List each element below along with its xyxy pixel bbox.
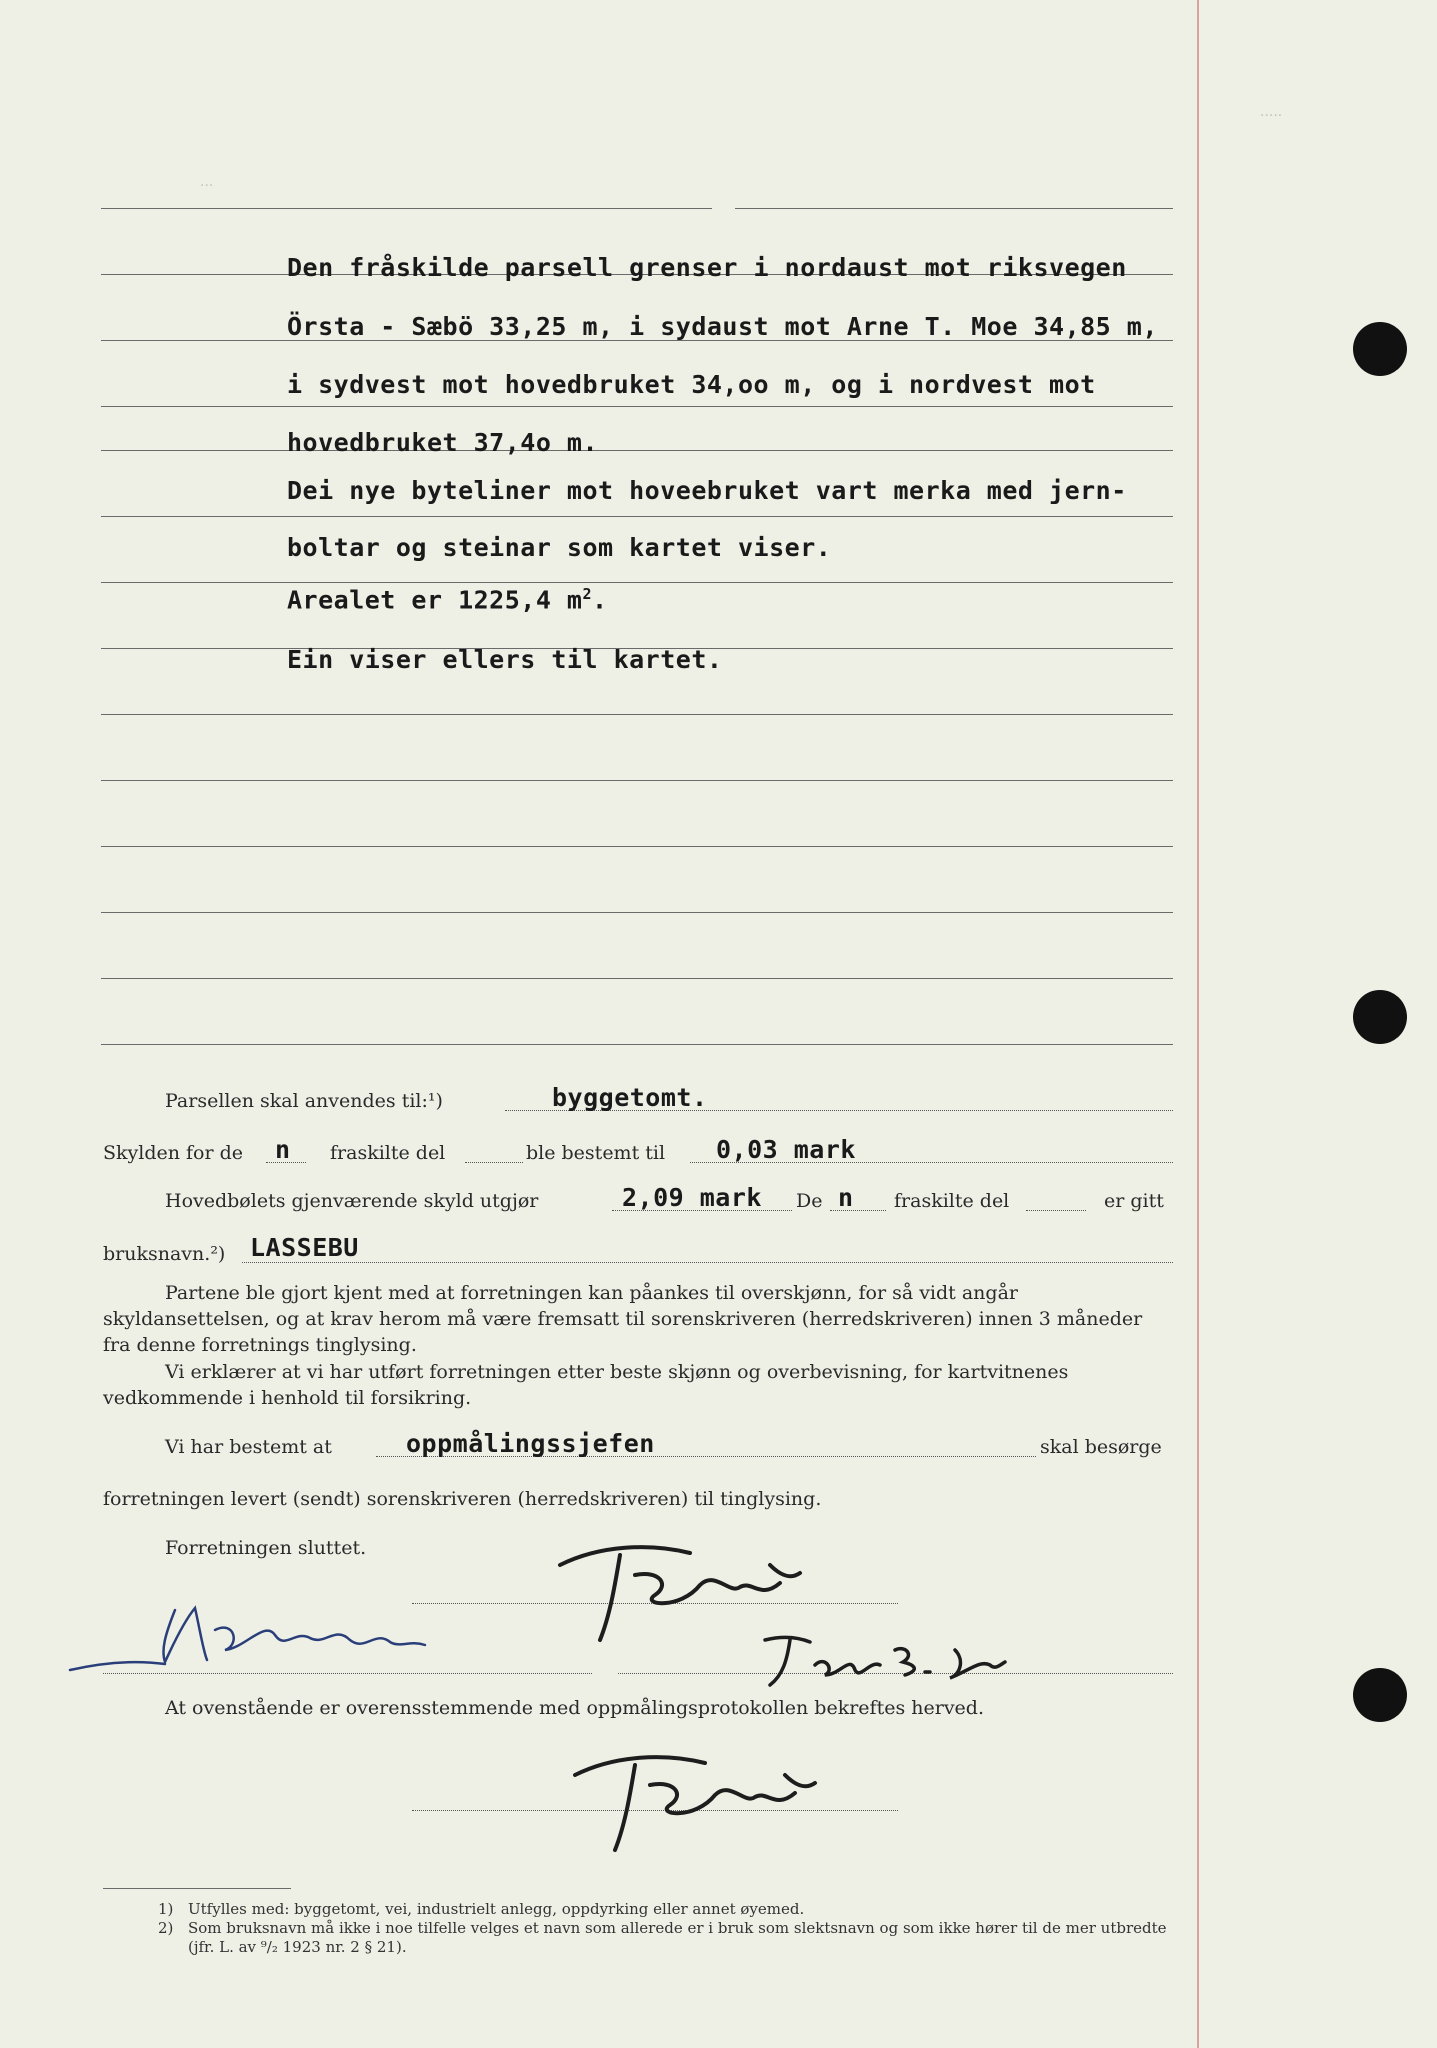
bruksnavn-label: bruksnavn.²) [103,1243,226,1265]
skyld-fill-n: n [275,1135,291,1164]
bleed-through-mark: ··· [200,178,214,194]
punch-hole [1353,322,1407,376]
confirm-line: At ovenstående er overensstemmende med oppmålingsprotokollen bekreftes herved. [165,1697,984,1719]
ruled-line [101,450,1173,451]
skyld-value: 0,03 mark [716,1135,856,1164]
ruled-line [101,406,1173,407]
hoved-del-line [1026,1210,1086,1211]
footnote-1-mark: 1) [158,1900,174,1918]
bestemt-label: Vi har bestemt at [165,1436,332,1458]
ruled-line [735,208,1173,209]
parsell-value: byggetomt. [552,1083,708,1112]
appeal-paragraph: Partene ble gjort kjent med at forretningen kan påankes til overskjønn, for så vidt angår skyldansettelsen, og at krav herom må være fremsatt til sorenskriveren (herredskriveren) innen 3 måneder fra denne forretnings tinglysing. [103,1282,1143,1356]
hoved-value: 2,09 mark [622,1183,762,1212]
signature-handwritten-right [755,1620,1015,1690]
ruled-line [101,714,1173,715]
area-superscript: 2 [582,585,593,603]
skyld-fill-line [465,1162,523,1163]
hoved-fill-n: n [838,1183,854,1212]
typed-line-1: Den fråskilde parsell grenser i nordaust mot riksvegen [287,253,1127,282]
skyld-label-a: Skylden for de [103,1142,244,1164]
ruled-line [101,978,1173,979]
typed-line-6: boltar og steinar som kartet viser. [287,533,832,562]
typed-line-7 [287,585,608,614]
ruled-line [101,780,1173,781]
hoved-er-gitt: er gitt [1104,1190,1164,1212]
skyld-label-c: ble bestemt til [526,1142,666,1164]
footnote-rule [103,1888,291,1889]
typed-line-3: i sydvest mot hovedbruket 34,oo m, og i nordvest mot [287,370,1096,399]
bruksnavn-fill-line [242,1262,1173,1263]
hoved-label: Hovedbølets gjenværende skyld utgjør [165,1190,539,1212]
area-text: Arealet er 1225,4 m [287,585,583,615]
ruled-line [101,912,1173,913]
ruled-line [101,582,1173,583]
declaration-paragraph: Vi erklærer at vi har utført forretningen etter beste skjønn og overbevisning, for kartvitnenes vedkommende i henhold til forsikring. [103,1361,1069,1409]
ruled-line [101,1044,1173,1045]
sluttet-label: Forretningen sluttet. [165,1537,367,1559]
ruled-line [101,846,1173,847]
bestemt-value: oppmålingssjefen [406,1429,655,1458]
levert-line: forretningen levert (sendt) sorenskriveren (herredskriveren) til tinglysing. [103,1488,822,1510]
bruksnavn-value: LASSEBU [250,1233,359,1262]
parsell-label: Parsellen skal anvendes til:¹) [165,1090,443,1112]
ruled-line [101,208,712,209]
margin-line [1197,0,1199,2048]
hoved-fraskilte: fraskilte del [894,1190,1010,1212]
besorge-label: skal besørge [1040,1436,1162,1458]
footnote-1: Utfylles med: byggetomt, vei, industrielt anlegg, oppdyrking eller annet øyemed. [188,1900,805,1918]
footnote-2-mark: 2) [158,1919,174,1937]
typed-line-8: Ein viser ellers til kartet. [287,645,723,674]
hoved-de: De [796,1190,823,1212]
typed-line-4: hovedbruket 37,4o m. [287,428,599,457]
signature-stamp-2 [555,1735,835,1855]
typed-line-5: Dei nye byteliner mot hoveebruket vart merka med jern- [287,476,1127,505]
bleed-through-mark: ····· [1260,108,1283,124]
ruled-line [101,516,1173,517]
skyld-label-b: fraskilte del [330,1142,446,1164]
footnote-2: Som bruksnavn må ikke i noe tilfelle velges et navn som allerede er i bruk som slektsnavn og som ikke hører til de mer utbredte (jfr. L. av ⁹/₂ 1923 nr. 2 § 21). [188,1919,1167,1956]
punch-hole [1353,990,1407,1044]
typed-line-2: Örsta - Sæbö 33,25 m, i sydaust mot Arne T. Moe 34,85 m, [287,312,1158,341]
area-period: . [592,585,608,615]
punch-hole [1353,1668,1407,1722]
signature-handwritten-left [65,1590,435,1680]
